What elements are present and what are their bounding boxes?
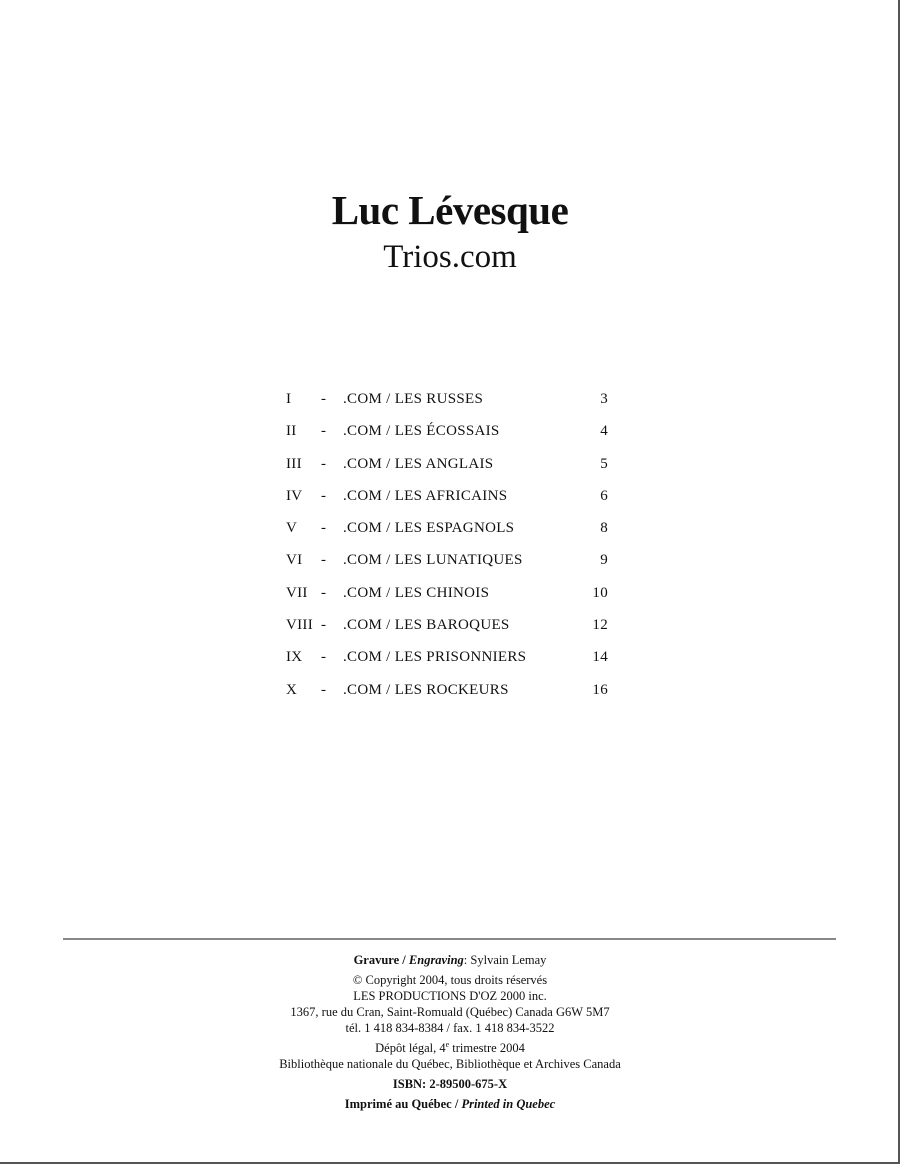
toc-row[interactable] bbox=[286, 488, 616, 520]
toc-row[interactable] bbox=[286, 391, 616, 423]
toc-row[interactable] bbox=[286, 585, 616, 617]
legal-superscript: e bbox=[445, 1039, 450, 1049]
author-name: Luc Lévesque bbox=[331, 187, 569, 233]
toc-page-number: 10 bbox=[592, 584, 608, 601]
toc-title: .COM / LES ESPAGNOLS bbox=[343, 520, 515, 537]
toc-dash: - bbox=[321, 617, 327, 634]
toc-title: .COM / LES AFRICAINS bbox=[343, 487, 508, 504]
toc-row[interactable] bbox=[286, 552, 616, 584]
toc-title: .COM / LES ÉCOSSAIS bbox=[343, 423, 500, 440]
toc-title: .COM / LES ROCKEURS bbox=[343, 681, 509, 698]
engraving-label-en: Engraving bbox=[408, 953, 464, 967]
toc-title: .COM / LES PRISONNIERS bbox=[343, 649, 527, 666]
publisher-phone: tél. 1 418 834-8384 / fax. 1 418 834-3522 bbox=[345, 1021, 555, 1035]
legal-suffix: trimestre 2004 bbox=[449, 1041, 525, 1055]
legal-deposit-line bbox=[0, 1040, 900, 1056]
publisher-info bbox=[0, 972, 900, 1036]
engraving-label-fr: Gravure bbox=[353, 953, 400, 967]
work-title: Trios.com bbox=[383, 239, 517, 275]
toc-number: X bbox=[286, 681, 298, 698]
legal-prefix: Dépôt légal, 4 bbox=[375, 1041, 446, 1055]
toc-dash: - bbox=[321, 455, 327, 472]
toc-dash: - bbox=[321, 520, 327, 537]
toc-number: VII bbox=[286, 584, 308, 601]
toc-page-number: 6 bbox=[600, 487, 608, 504]
toc-page-number: 14 bbox=[592, 649, 608, 666]
toc-title: .COM / LES BAROQUES bbox=[343, 617, 510, 634]
legal-deposit bbox=[0, 1040, 900, 1072]
footer-divider bbox=[63, 938, 836, 940]
isbn: ISBN: 2-89500-675-X bbox=[392, 1077, 508, 1091]
toc-title: .COM / LES RUSSES bbox=[343, 391, 484, 407]
toc-dash: - bbox=[321, 423, 327, 440]
toc-number: IV bbox=[286, 487, 303, 504]
toc-dash: - bbox=[321, 487, 327, 504]
toc-page-number: 4 bbox=[600, 423, 608, 440]
printed-separator: / bbox=[451, 1097, 462, 1111]
toc-number: I bbox=[286, 391, 292, 407]
toc-dash: - bbox=[321, 649, 327, 666]
toc-dash: - bbox=[321, 552, 327, 569]
toc-row[interactable] bbox=[286, 423, 616, 455]
engraving-line bbox=[0, 952, 900, 968]
engraver-name: : Sylvain Lemay bbox=[463, 953, 547, 967]
toc-number: III bbox=[286, 455, 302, 472]
engraving-credit bbox=[0, 952, 900, 968]
toc-page-number: 9 bbox=[600, 552, 608, 569]
printed-block bbox=[0, 1096, 900, 1112]
libraries-line: Bibliothèque nationale du Québec, Bibliothèque et Archives Canada bbox=[279, 1057, 621, 1071]
toc-row[interactable] bbox=[286, 456, 616, 488]
toc-dash: - bbox=[321, 391, 327, 407]
toc-title: .COM / LES ANGLAIS bbox=[343, 455, 494, 472]
toc-dash: - bbox=[321, 584, 327, 601]
engraving-separator: / bbox=[399, 953, 409, 967]
toc-number: II bbox=[286, 423, 297, 440]
toc-number: VIII bbox=[286, 617, 314, 634]
toc-page-number: 3 bbox=[600, 391, 608, 407]
printed-en: Printed in Quebec bbox=[461, 1097, 556, 1111]
toc-title: .COM / LES LUNATIQUES bbox=[343, 552, 523, 569]
toc-dash: - bbox=[321, 681, 327, 698]
toc-row[interactable] bbox=[286, 520, 616, 552]
toc-number: V bbox=[286, 520, 298, 537]
table-of-contents bbox=[286, 391, 616, 714]
toc-page-number: 5 bbox=[600, 455, 608, 472]
printed-line bbox=[0, 1096, 900, 1112]
copyright-line: © Copyright 2004, tous droits réservés bbox=[352, 973, 548, 987]
toc-row[interactable] bbox=[286, 682, 616, 714]
toc-row[interactable] bbox=[286, 649, 616, 681]
toc-page-number: 16 bbox=[592, 681, 608, 698]
printed-fr: Imprimé au Québec bbox=[344, 1097, 452, 1111]
credits-block bbox=[0, 952, 900, 1116]
isbn-block bbox=[0, 1076, 900, 1092]
toc-page-number: 12 bbox=[592, 617, 608, 634]
publisher-address: 1367, rue du Cran, Saint-Romuald (Québec) Canada G6W 5M7 bbox=[290, 1005, 610, 1019]
toc-page-number: 8 bbox=[600, 520, 608, 537]
toc-number: VI bbox=[286, 552, 303, 569]
publisher-name: LES PRODUCTIONS D'OZ 2000 inc. bbox=[353, 989, 547, 1003]
toc-row[interactable] bbox=[286, 617, 616, 649]
toc-title: .COM / LES CHINOIS bbox=[343, 584, 490, 601]
toc-number: IX bbox=[286, 649, 303, 666]
